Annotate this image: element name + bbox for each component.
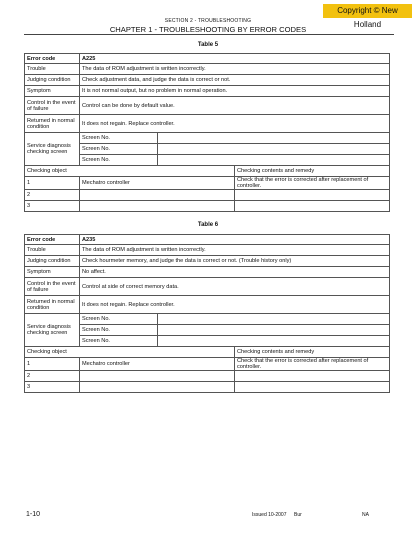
row-value: Check adjustment data, and judge the data is correct or not.: [80, 75, 390, 86]
table-row: [25, 201, 390, 212]
screen-no-label: Screen No.: [80, 325, 158, 336]
error-code-value: A225: [80, 54, 390, 64]
table-row: [25, 133, 390, 144]
table-row: [25, 97, 390, 115]
table-row: [25, 325, 390, 336]
table-row: [25, 336, 390, 347]
row-label: Service diagnosis checking screen: [25, 133, 80, 166]
checking-object: Mechatro controller: [80, 358, 235, 371]
checking-object: [80, 371, 235, 382]
checking-object: Mechatro controller: [80, 177, 235, 190]
screen-no-label: Screen No.: [80, 314, 158, 325]
table-row: [25, 256, 390, 267]
row-value: Control can be done by default value.: [80, 97, 390, 115]
row-label: Control in the event of failure: [25, 278, 80, 296]
row-number: 3: [25, 201, 80, 212]
checking-remedy: Check that the error is corrected after replacement of controller.: [235, 177, 390, 190]
table-row: [25, 371, 390, 382]
row-number: 1: [25, 358, 80, 371]
table-row: [25, 155, 390, 166]
header-divider: [24, 34, 394, 35]
row-value: Control at side of correct memory data.: [80, 278, 390, 296]
checking-remedy: [235, 190, 390, 201]
page-number: 1-10: [26, 511, 41, 518]
row-value: It is not normal output, but no problem in normal operation.: [80, 86, 390, 97]
row-number: 2: [25, 371, 80, 382]
row-label: Service diagnosis checking screen: [25, 314, 80, 347]
row-value: No affect.: [80, 267, 390, 278]
row-number: 1: [25, 177, 80, 190]
table-row: [25, 314, 390, 325]
table-row: [25, 64, 390, 75]
table-row: [25, 296, 390, 314]
checking-remedy: [235, 371, 390, 382]
screen-no-label: Screen No.: [80, 133, 158, 144]
screen-no-value: [157, 144, 390, 155]
table-row: [25, 144, 390, 155]
row-value: The data of ROM adjustment is written incorrectly.: [80, 64, 390, 75]
checking-object-header: Checking object: [25, 347, 235, 358]
row-label: Judging condition: [25, 75, 80, 86]
table-row: [25, 177, 390, 190]
table-row: [25, 267, 390, 278]
checking-remedy: [235, 201, 390, 212]
error-code-value: A235: [80, 235, 390, 245]
table-caption: Table 5: [197, 42, 219, 48]
language-code: Bur: [294, 512, 302, 518]
checking-object: [80, 201, 235, 212]
screen-no-label: Screen No.: [80, 144, 158, 155]
row-label: Returned in normal condition: [25, 115, 80, 133]
row-number: 3: [25, 382, 80, 393]
error-code-label: Error code: [25, 54, 80, 64]
table-row: [25, 245, 390, 256]
screen-no-value: [157, 133, 390, 144]
checking-remedy: Check that the error is corrected after replacement of controller.: [235, 358, 390, 371]
table-row: [25, 347, 390, 358]
row-label: Returned in normal condition: [25, 296, 80, 314]
table-row: [25, 75, 390, 86]
screen-no-value: [157, 336, 390, 347]
row-label: Symptom: [25, 86, 80, 97]
row-label: Trouble: [25, 245, 80, 256]
table-row: [25, 278, 390, 296]
error-code-table: [24, 234, 390, 393]
section-title: SECTION 2 - TROUBLESHOOTING: [164, 18, 252, 24]
row-label: Judging condition: [25, 256, 80, 267]
row-label: Control in the event of failure: [25, 97, 80, 115]
screen-no-value: [157, 155, 390, 166]
row-value: Check hourmeter memory, and judge the data is correct or not. (Trouble history only): [80, 256, 390, 267]
row-value: It does not regain. Replace controller.: [80, 296, 390, 314]
chapter-title: CHAPTER 1 - TROUBLESHOOTING BY ERROR CODES: [109, 25, 307, 34]
row-label: Trouble: [25, 64, 80, 75]
row-number: 2: [25, 190, 80, 201]
table-header-row: [25, 54, 390, 64]
checking-object: [80, 190, 235, 201]
screen-no-value: [157, 314, 390, 325]
region-code: NA: [362, 512, 369, 518]
row-value: It does not regain. Replace controller.: [80, 115, 390, 133]
table-row: [25, 190, 390, 201]
row-value: The data of ROM adjustment is written incorrectly.: [80, 245, 390, 256]
checking-remedy-header: Checking contents and remedy: [235, 347, 390, 358]
checking-remedy-header: Checking contents and remedy: [235, 166, 390, 177]
screen-no-label: Screen No.: [80, 155, 158, 166]
table-caption: Table 6: [197, 222, 219, 228]
table-row: [25, 166, 390, 177]
table-row: [25, 358, 390, 371]
issue-date: Issued 10-2007: [252, 512, 287, 518]
error-code-table: [24, 53, 390, 212]
table-row: [25, 382, 390, 393]
table-row: [25, 86, 390, 97]
table-header-row: [25, 235, 390, 245]
checking-object: [80, 382, 235, 393]
checking-remedy: [235, 382, 390, 393]
checking-object-header: Checking object: [25, 166, 235, 177]
copyright-badge: Copyright © New Holland: [323, 4, 412, 18]
screen-no-value: [157, 325, 390, 336]
table-row: [25, 115, 390, 133]
screen-no-label: Screen No.: [80, 336, 158, 347]
row-label: Symptom: [25, 267, 80, 278]
error-code-label: Error code: [25, 235, 80, 245]
